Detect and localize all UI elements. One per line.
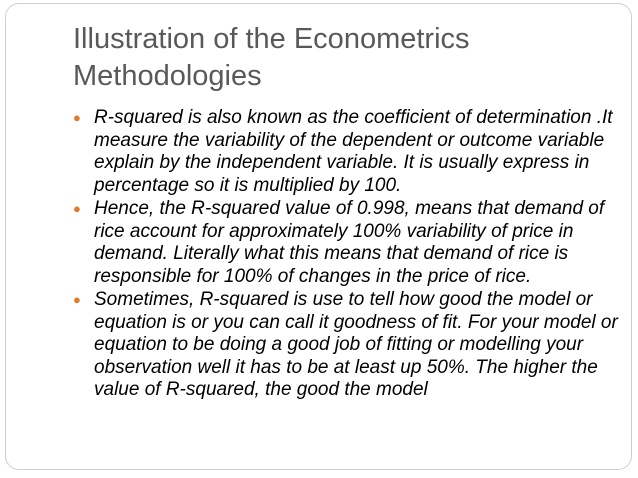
bullet-item <box>73 198 618 288</box>
bullet-list <box>73 107 618 403</box>
bullet-dot-icon: ● <box>73 110 81 125</box>
slide-frame <box>5 3 632 470</box>
bullet-text: Sometimes, R-squared is use to tell how good the model or equation is or you can call it goodness of fit. For your model or equation to be doing a good job of fitting or modelling your observation well it has to be at least up 50%. The higher the value of R-squared, the good the model <box>94 289 618 400</box>
bullet-text: Hence, the R-squared value of 0.998, means that demand of rice account for approximately 100% variability of price in demand. Literally what this means that demand of rice is responsible for 100% of changes in the price of rice. <box>94 198 605 287</box>
bullet-item <box>73 107 618 197</box>
bullet-dot-icon: ● <box>73 292 81 307</box>
bullet-dot-icon: ● <box>73 201 81 216</box>
bullet-item <box>73 289 618 402</box>
bullet-text: R-squared is also known as the coefficient of determination .It measure the variability of the dependent or outcome variable explain by the independent variable. It is usually express in percentage so it is multiplied by 100. <box>94 107 613 196</box>
slide-title: Illustration of the Econometrics Methodologies <box>73 23 470 92</box>
